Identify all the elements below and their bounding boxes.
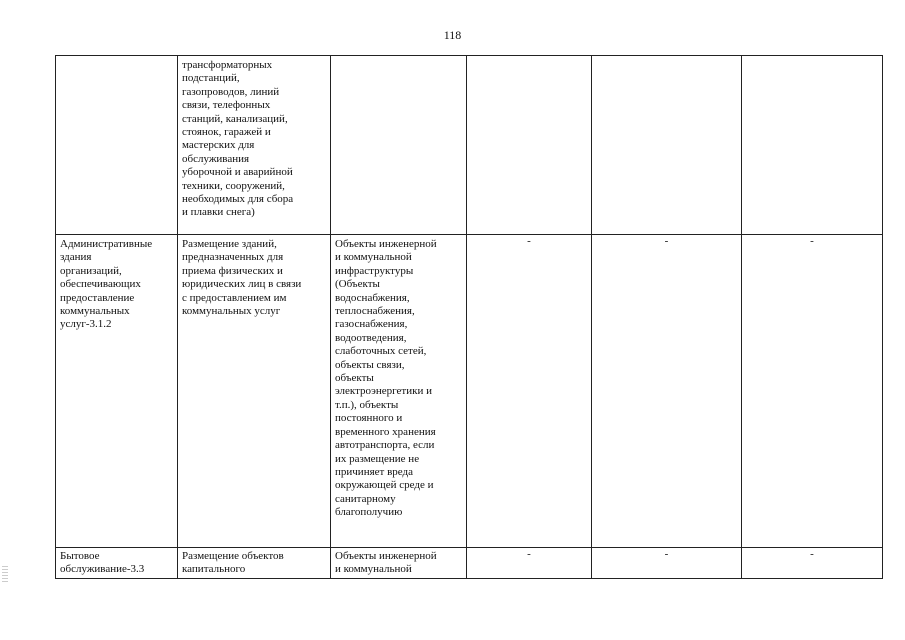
table-cell: -: [467, 548, 592, 579]
table-cell: -: [592, 235, 742, 548]
scan-artifact: [2, 566, 8, 584]
table-cell: -: [467, 235, 592, 548]
table-cell: [742, 56, 883, 235]
auxiliary-objects-cell: Объекты инженерной и коммунальной: [331, 548, 467, 579]
table-cell: -: [592, 548, 742, 579]
use-type-cell: Административные здания организаций, обеспечивающих предоставление коммунальных услуг-3.1.2: [56, 235, 178, 548]
table-cell: [331, 56, 467, 235]
table-cell: [467, 56, 592, 235]
table-cell: -: [742, 548, 883, 579]
table-cell: -: [742, 235, 883, 548]
use-description-cell: Размещение зданий, предназначенных для приема физических и юридических лиц в связи с предоставлением им коммунальных услуг: [178, 235, 331, 548]
table-cell: [592, 56, 742, 235]
page-number: 118: [443, 28, 462, 42]
table-cell: [56, 56, 178, 235]
use-type-cell: Бытовое обслуживание-3.3: [56, 548, 178, 579]
use-description-cell: Размещение объектов капитального: [178, 548, 331, 579]
table-row: [56, 548, 883, 579]
table-row: [56, 235, 883, 548]
table-cell: трансформаторных подстанций, газопроводов, линий связи, телефонных станций, канализаций, стоянок, гаражей и мастерских для обслуживания уборочной и аварийной техники, сооружений, необходимых для сбора и плавки снега): [178, 56, 331, 235]
table-row: [56, 56, 883, 235]
auxiliary-objects-cell: Объекты инженерной и коммунальной инфраструктуры (Объекты водоснабжения, теплоснабжения, газоснабжения, водоотведения, слаботочных сетей, объекты связи, объекты электроэнергетики и т.п.), объекты постоянного и временного хранения автотранспорта, если их размещение не причиняет вреда окружающей среде и санитарному благополучию: [331, 235, 467, 548]
land-use-table: [55, 55, 883, 579]
